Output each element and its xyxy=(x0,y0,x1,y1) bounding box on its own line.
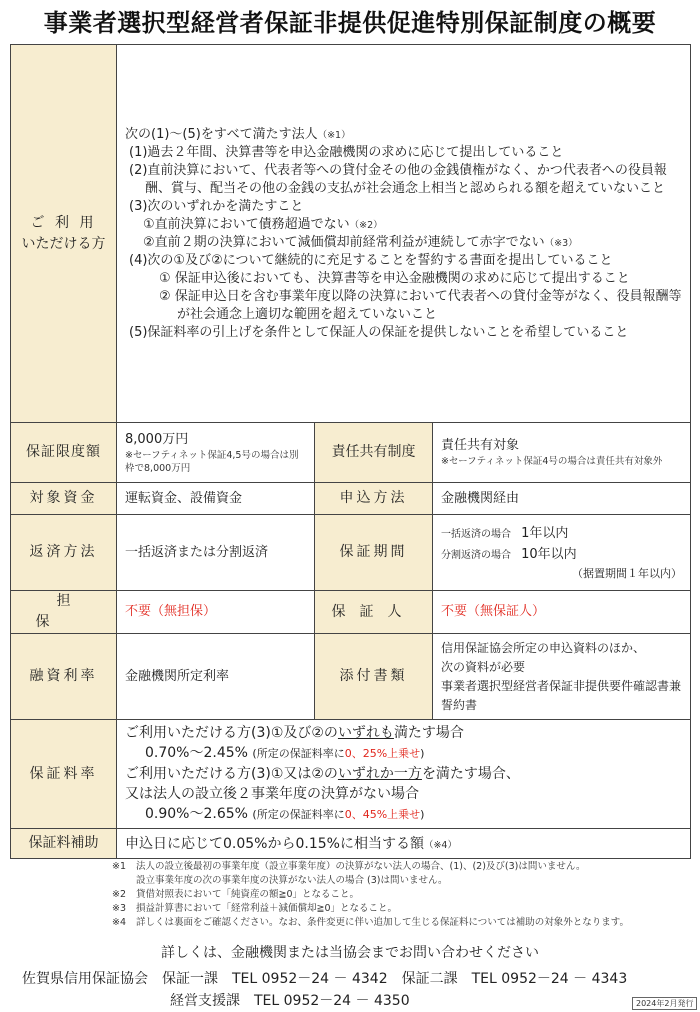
method-value: 金融機関経由 xyxy=(433,483,691,515)
repay-label: 返済方法 xyxy=(11,515,117,591)
fee-a-underline: いずれも xyxy=(337,725,394,741)
fee-cell xyxy=(117,720,691,829)
collateral-label xyxy=(11,591,117,634)
docs-cell xyxy=(433,634,691,720)
shared-value: 責任共有対象 xyxy=(441,438,520,453)
rate-label: 融資利率 xyxy=(11,634,117,720)
footnote-mark: ※4 xyxy=(112,917,127,928)
funds-row xyxy=(11,483,691,515)
period-line-2-value: 10年以内 xyxy=(521,546,577,562)
footnote-mark xyxy=(112,874,136,888)
contact-line-1: 佐賀県信用保証協会 保証一課 TEL 0952－24 － 4342 保証二課 TEL 0952－24 － 4343 xyxy=(22,971,628,987)
limit-value: 8,000万円 xyxy=(125,431,189,447)
eligible-row xyxy=(11,45,691,423)
period-line-3: （据置期間１年以内） xyxy=(572,566,683,580)
condition-3-2-text: ②直前２期の決算において減価償却前経常利益が連続して赤字でない xyxy=(143,234,545,250)
fee-b-underline: いずれか一方 xyxy=(337,766,422,782)
rate-value: 金融機関所定利率 xyxy=(117,634,315,720)
fee-a-note-post: ) xyxy=(420,747,425,760)
fee-b-pre: ご利用いただける方(3)①又は②の xyxy=(125,766,338,782)
subsidy-row xyxy=(11,829,691,859)
docs-line-1: 信用保証協会所定の申込資料のほか、 xyxy=(441,640,646,655)
condition-4-1: ① 保証申込後においても、決算書等を申込金融機関の求めに応じて提出すること xyxy=(159,270,630,286)
collateral-label-text: 担保 xyxy=(35,593,113,630)
fee-case-a-title xyxy=(125,723,682,743)
period-label: 保証期間 xyxy=(315,515,433,591)
funds-value: 運転資金、設備資金 xyxy=(117,483,315,515)
guarantor-value: 不要（無保証人） xyxy=(433,591,691,634)
footnote-text: 法人の設立後最初の事業年度（設立事業年度）の決算がない法人の場合、(1)、(2)及び(3)は問いません。 xyxy=(136,861,586,872)
subsidy-note: （※4） xyxy=(423,839,457,851)
condition-3-1-text: ①直前決算において債務超過でない xyxy=(143,216,350,232)
guarantor-label: 保証人 xyxy=(315,591,433,634)
condition-3-2 xyxy=(125,234,682,252)
issue-date-badge: 2024年2月発行 xyxy=(632,997,697,1010)
eligible-label-line2: いただける方 xyxy=(21,235,106,252)
footnote-mark: ※3 xyxy=(112,903,127,914)
repay-value: 一括返済または分割返済 xyxy=(117,515,315,591)
docs-label: 添付書類 xyxy=(315,634,433,720)
limit-label: 保証限度額 xyxy=(11,423,117,483)
funds-label: 対象資金 xyxy=(11,483,117,515)
condition-5: (5)保証料率の引上げを条件として保証人の保証を提供しないことを希望していること xyxy=(129,324,629,340)
repay-row xyxy=(11,515,691,591)
footnote-text: 詳しくは裏面をご確認ください。なお、条件変更に伴い追加して生じる保証料については補助の対象外となります。 xyxy=(136,917,630,928)
footnote xyxy=(112,888,692,902)
fee-b-post: を満たす場合、 xyxy=(421,766,520,782)
fee-case-b-rate xyxy=(125,804,682,825)
closing-message: 詳しくは、金融機関または当協会までお問い合わせください xyxy=(161,945,539,961)
condition-3-2-note: （※3） xyxy=(544,237,578,249)
docs-line-2: 次の資料が必要 xyxy=(441,659,526,674)
method-label: 申込方法 xyxy=(315,483,433,515)
fee-case-b-alt: 又は法人の設立後２事業年度の決算がない場合 xyxy=(125,786,419,802)
footnote xyxy=(112,916,692,930)
subsidy-label: 保証料補助 xyxy=(11,829,117,859)
condition-4: (4)次の①及び②について継続的に充足することを誓約する書面を提出していること xyxy=(129,252,613,268)
condition-3-1 xyxy=(125,216,682,234)
collateral-row xyxy=(11,591,691,634)
footnotes xyxy=(112,860,692,930)
condition-3-1-note: （※2） xyxy=(349,219,383,231)
fee-a-rate: 0.70%～2.45% xyxy=(145,745,248,761)
eligible-intro-note: （※1） xyxy=(317,129,351,141)
period-line-2-label: 分割返済の場合 xyxy=(441,549,511,561)
fee-b-rate: 0.90%～2.65% xyxy=(145,806,248,822)
footnote xyxy=(112,860,692,874)
period-line-2 xyxy=(441,545,682,566)
fee-row xyxy=(11,720,691,829)
subsidy-cell xyxy=(117,829,691,859)
footnote xyxy=(112,874,692,888)
eligible-label-line1: ご 利 用 xyxy=(30,214,97,231)
condition-2: (2)直前決算において、代表者等への貸付金その他の金銭債権がなく、かつ代表者への役員報酬、賞与、配当その他の金銭の支払が社会通念上相当と認められる額を超えていないこと xyxy=(129,162,667,196)
condition-1: (1)過去２年間、決算書等を申込金融機関の求めに応じて提出していること xyxy=(129,144,564,160)
footnote-text: 貸借対照表において「純資産の額≧0」となること。 xyxy=(136,889,360,900)
period-line-1-value: 1年以内 xyxy=(521,525,569,541)
subsidy-value: 申込日に応じて0.05%から0.15%に相当する額 xyxy=(125,835,424,852)
fee-b-note-post: ) xyxy=(420,808,425,821)
fee-a-note-pre: (所定の保証料率に xyxy=(252,747,345,760)
footnote-mark: ※2 xyxy=(112,889,127,900)
fee-a-pre: ご利用いただける方(3)①及び②の xyxy=(125,725,338,741)
period-line-1-label: 一括返済の場合 xyxy=(441,528,511,540)
period-cell xyxy=(433,515,691,591)
rate-row xyxy=(11,634,691,720)
docs-line-3: 事業者選択型経営者保証非提供要件確認書兼誓約書 xyxy=(441,678,682,712)
fee-a-post: 満たす場合 xyxy=(393,725,464,741)
period-line-1 xyxy=(441,524,682,545)
shared-cell xyxy=(433,423,691,483)
shared-label: 責任共有制度 xyxy=(315,423,433,483)
fee-a-note-red: 0、25%上乗せ xyxy=(344,747,421,760)
overview-table xyxy=(10,44,691,859)
fee-label: 保証料率 xyxy=(11,720,117,829)
eligible-intro xyxy=(125,126,682,144)
limit-row xyxy=(11,423,691,483)
eligible-label xyxy=(11,45,117,423)
page-title: 事業者選択型経営者保証非提供促進特別保証制度の概要 xyxy=(43,9,657,37)
condition-4-2: ② 保証申込日を含む事業年度以降の決算において代表者への貸付金等がなく、役員報酬等が社会通念上適切な範囲を超えていないこと xyxy=(159,288,682,322)
shared-note: ※セーフティネット保証4号の場合は責任共有対象外 xyxy=(441,456,663,467)
footnote-text: 設立事業年度の次の事業年度の決算がない法人の場合 (3)は問いません。 xyxy=(136,875,448,886)
limit-note: ※セーフティネット保証4,5号の場合は別枠で8,000万円 xyxy=(125,449,299,474)
collateral-value: 不要（無担保） xyxy=(117,591,315,634)
fee-b-note-red: 0、45%上乗せ xyxy=(344,808,421,821)
footnote-text: 損益計算書において「経常利益＋減価償却≧0」となること。 xyxy=(136,903,398,914)
limit-cell xyxy=(117,423,315,483)
fee-case-b-title xyxy=(125,764,682,784)
eligible-conditions xyxy=(117,45,691,423)
eligible-intro-text: 次の(1)～(5)をすべて満たす法人 xyxy=(125,126,318,142)
fee-case-a-rate xyxy=(125,743,682,764)
footnote-mark: ※1 xyxy=(112,861,127,872)
condition-3: (3)次のいずれかを満たすこと xyxy=(129,198,304,214)
footnote xyxy=(112,902,692,916)
contact-line-2: 経営支援課 TEL 0952－24 － 4350 xyxy=(170,993,410,1009)
fee-b-note-pre: (所定の保証料率に xyxy=(252,808,345,821)
